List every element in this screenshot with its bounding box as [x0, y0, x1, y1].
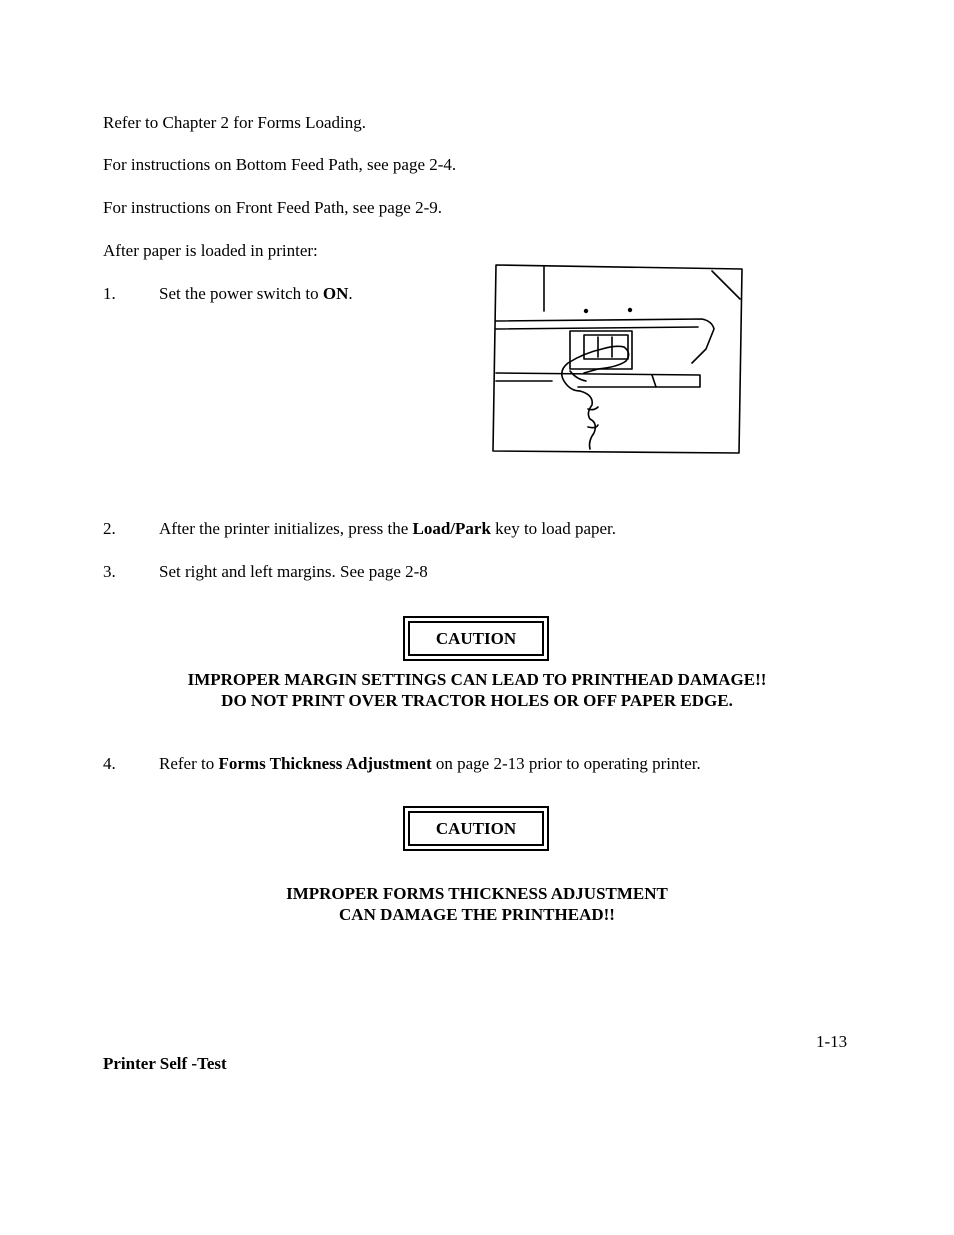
- caution-margin-line-1: IMPROPER MARGIN SETTINGS CAN LEAD TO PRINTHEAD DAMAGE!!: [187, 670, 767, 689]
- caution-margin-line-2: DO NOT PRINT OVER TRACTOR HOLES OR OFF PAPER EDGE.: [221, 691, 733, 710]
- power-switch-illustration: [490, 263, 746, 457]
- intro-line-forms-loading: Refer to Chapter 2 for Forms Loading.: [103, 113, 366, 132]
- step-2-number: 2.: [103, 519, 116, 538]
- step-3-number: 3.: [103, 562, 116, 581]
- step-1-text: Set the power switch to ON.: [159, 284, 353, 303]
- intro-line-bottom-feed: For instructions on Bottom Feed Path, see page 2-4.: [103, 155, 457, 174]
- page-number: 1-13: [816, 1032, 848, 1051]
- caution-thickness-line-1: IMPROPER FORMS THICKNESS ADJUSTMENT: [286, 884, 668, 903]
- intro-line-after-loaded: After paper is loaded in printer:: [103, 241, 318, 260]
- step-1-number: 1.: [103, 284, 116, 303]
- step-2-text: After the printer initializes, press the Load/Park key to load paper.: [159, 519, 617, 538]
- intro-line-front-feed: For instructions on Front Feed Path, see page 2-9.: [103, 198, 443, 217]
- next-section-heading: Printer Self -Test: [103, 1054, 227, 1073]
- step-4-number: 4.: [103, 754, 116, 773]
- caution-thickness-line-2: CAN DAMAGE THE PRINTHEAD!!: [339, 905, 615, 924]
- step-3-text: Set right and left margins. See page 2-8: [159, 562, 428, 581]
- caution-box-thickness: [403, 806, 549, 851]
- caution-box-margin: [403, 616, 549, 661]
- caution-label: CAUTION: [408, 811, 544, 846]
- step-4-text: Refer to Forms Thickness Adjustment on page 2-13 prior to operating printer.: [159, 754, 701, 773]
- caution-label: CAUTION: [408, 621, 544, 656]
